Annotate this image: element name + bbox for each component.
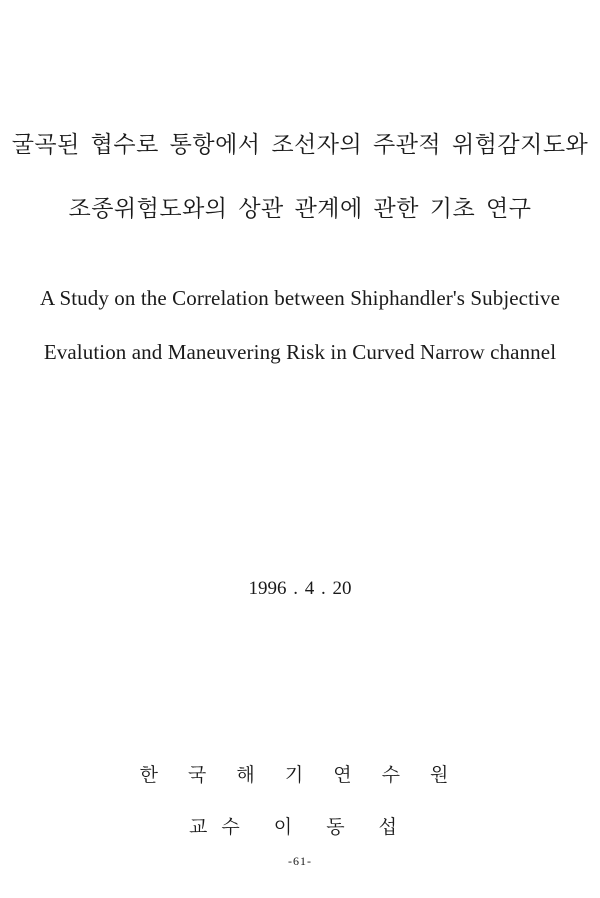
korean-title-line-2: 조종위험도와의 상관 관계에 관한 기초 연구 <box>68 196 532 222</box>
publication-date: 1996 . 4 . 20 <box>248 578 352 599</box>
english-title-line-1: A Study on the Correlation between Shiphandler's Subjective <box>39 286 560 310</box>
korean-title-line-1: 굴곡된 협수로 통항에서 조선자의 주관적 위험감지도와 <box>11 132 589 158</box>
english-title-line-2: Evalution and Maneuvering Risk in Curved Narrow channel <box>43 340 557 364</box>
author-name: 교수 이 동 섭 <box>189 816 411 838</box>
page-number: -61- <box>288 854 312 868</box>
institution-name: 한 국 해 기 연 수 원 <box>139 764 461 786</box>
